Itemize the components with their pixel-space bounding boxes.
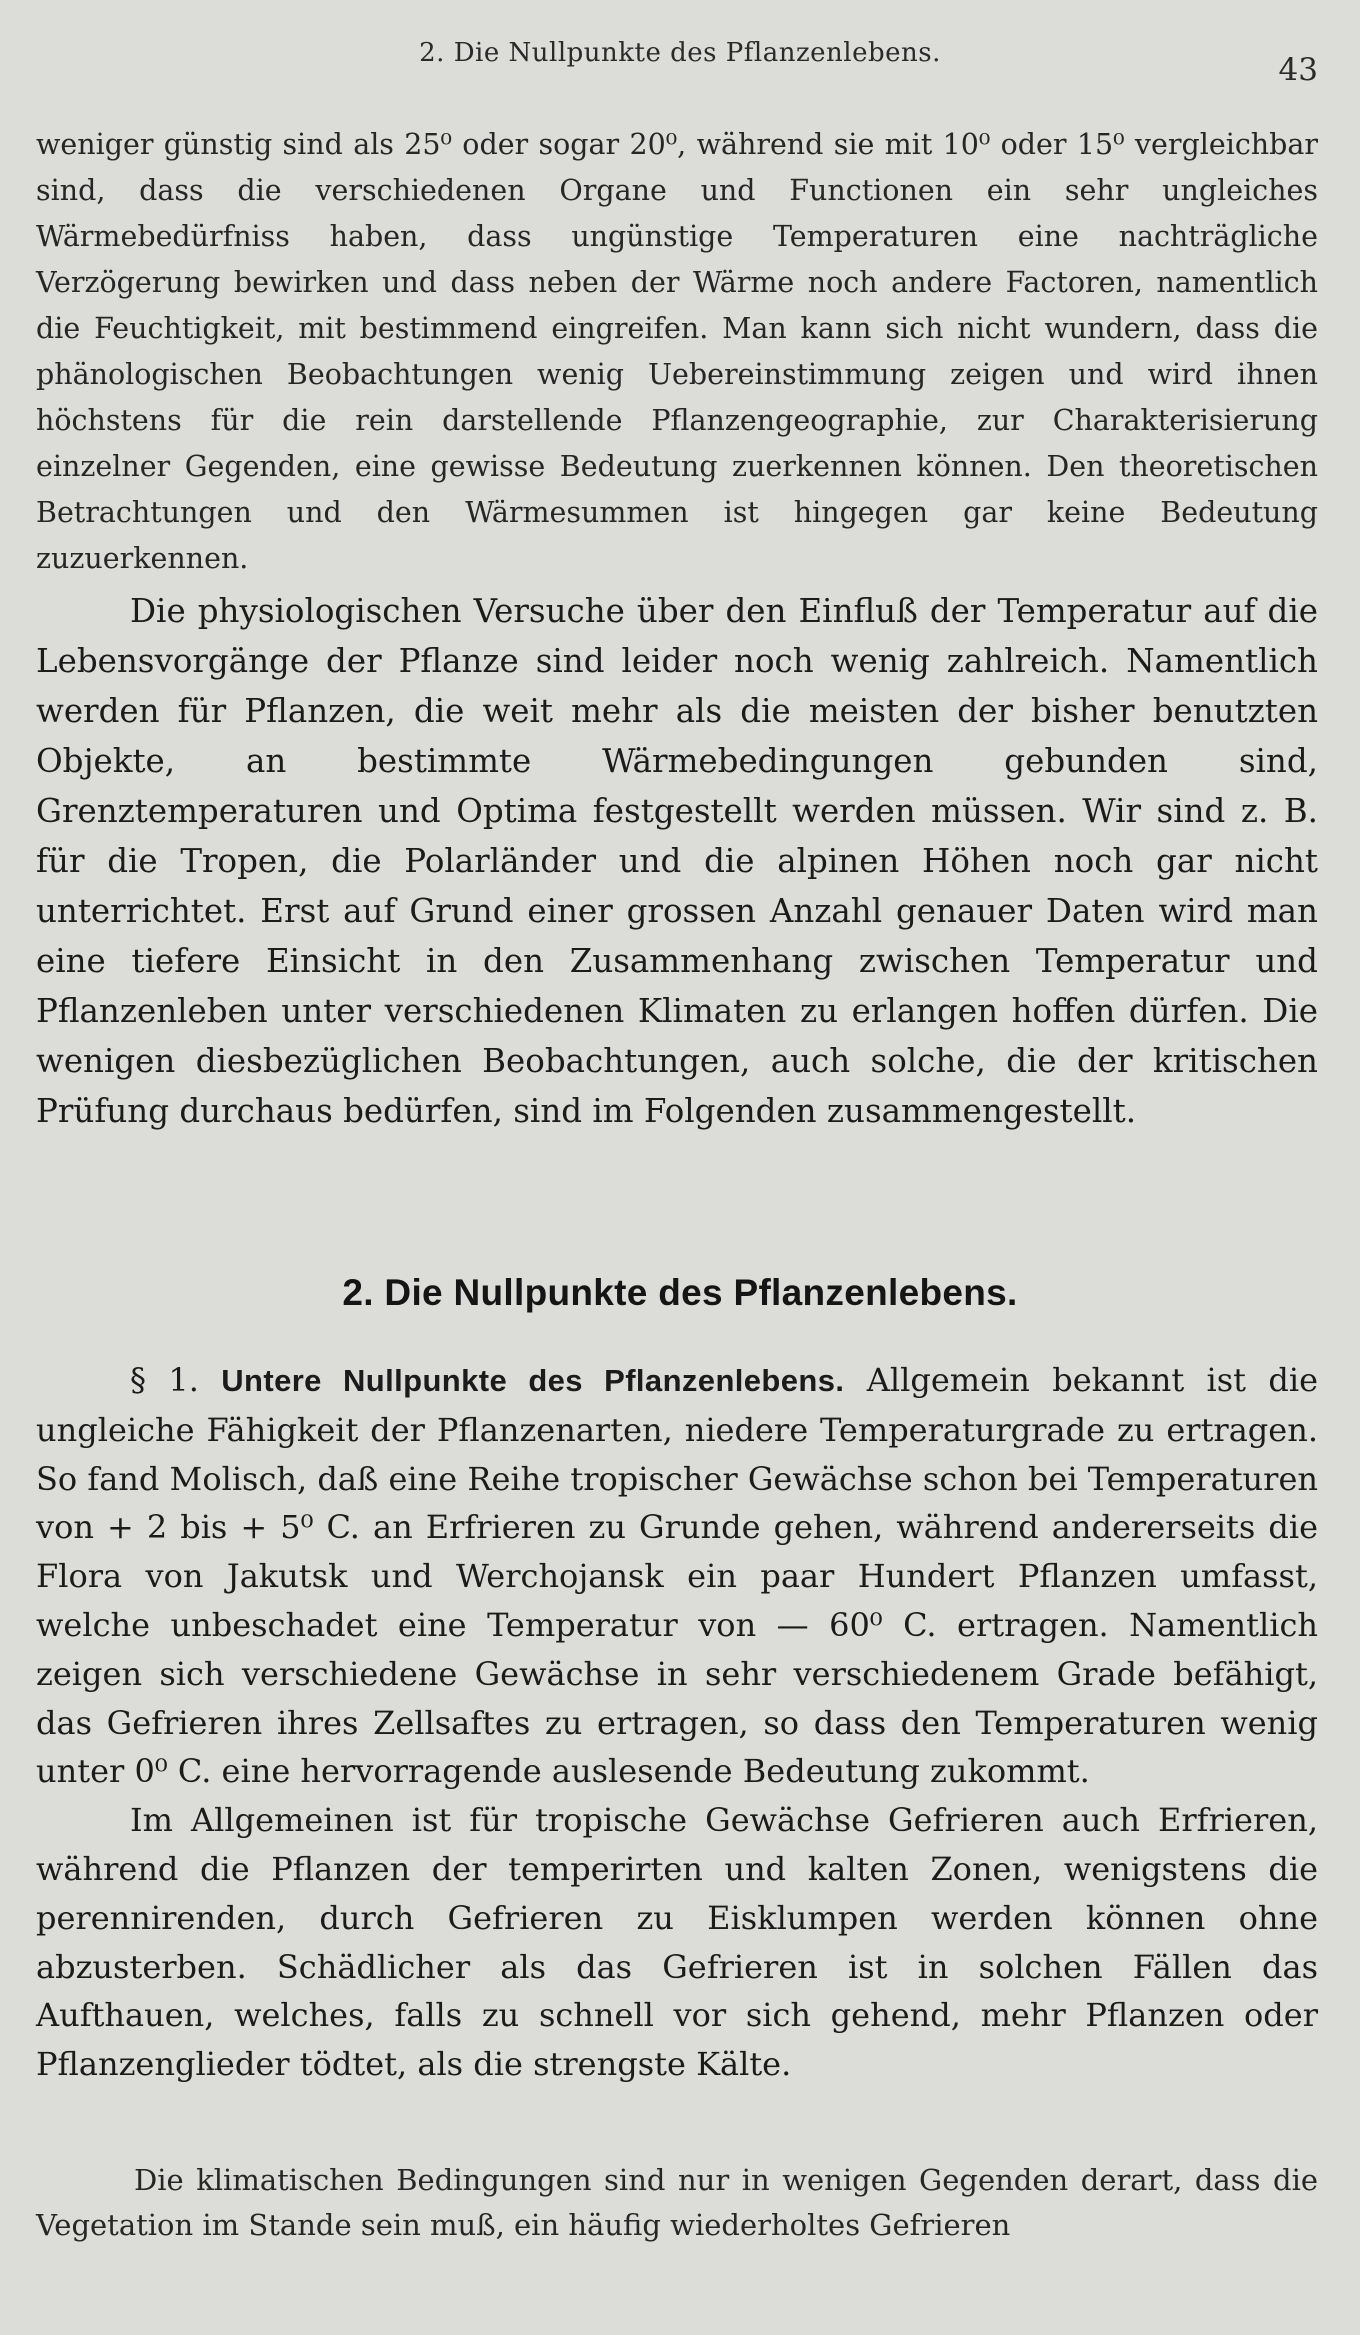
- section-1-text: Allgemein bekannt ist die ungleiche Fähigkeit der Pflanzenarten, niedere Temperaturgrade zu ertragen. So fand Molisch, daß eine Reihe tropischer Gewächse schon bei Temperaturen von + 2 bis + 5⁰ C. an Erfrieren zu Grunde gehen, während andererseits die Flora von Jakutsk und Werchojansk ein paar Hundert Pflanzen umfasst, welche unbeschadet eine Temperatur von — 60⁰ C. ertragen. Namentlich zeigen sich verschiedene Gewächse in sehr verschiedenem Grade befähigt, das Gefrieren ihres Zellsaftes zu ertragen, so dass den Temperaturen wenig unter 0⁰ C. eine hervorragende auslesende Bedeutung zukommt.: [36, 1361, 1319, 1791]
- section-1: [36, 1356, 1318, 2089]
- section-1-paragraph-2: Im Allgemeinen ist für tropische Gewächse Gefrieren auch Erfrieren, während die Pflanzen der temperirten und kalten Zonen, wenigstens die perennirenden, durch Gefrieren zu Eisklumpen werden können ohne abzusterben. Schädlicher als das Gefrieren ist in solchen Fällen das Aufthauen, welches, falls zu schnell vor sich gehend, mehr Pflanzen oder Pflanzenglieder tödtet, als die strengste Kälte.: [36, 1801, 1318, 2084]
- chapter-heading: 2. Die Nullpunkte des Pflanzenlebens.: [342, 1272, 1018, 1313]
- tail-paragraph: Die klimatischen Bedingungen sind nur in wenigen Gegenden derart, dass die Vegetation im Stande sein muß, ein häufig wiederholtes Gefrieren: [36, 2163, 1318, 2242]
- intro-paragraph: weniger günstig sind als 25⁰ oder sogar 20⁰, während sie mit 10⁰ oder 15⁰ vergleichbar sind, dass die verschiedenen Organe und Functionen ein sehr ungleiches Wärmebedürfniss haben, dass ungünstige Temperaturen eine nachträgliche Verzögerung bewirken und dass neben der Wärme noch andere Factoren, namentlich die Feuchtigkeit, mit bestimmend eingreifen. Man kann sich nicht wundern, dass die phänologischen Beobachtungen wenig Uebereinstimmung zeigen und wird ihnen höchstens für die rein darstellende Pflanzengeographie, zur Charakterisierung einzelner Gegenden, eine gewisse Bedeutung zuerkennen können. Den theoretischen Betrachtungen und den Wärmesummen ist hingegen gar keine Bedeutung zuzuerkennen.: [36, 128, 1318, 575]
- physiology-paragraph: Die physiologischen Versuche über den Einfluß der Temperatur auf die Lebensvorgänge der Pflanze sind leider noch wenig zahlreich. Namentlich werden für Pflanzen, die weit mehr als die meisten der bisher benutzten Objekte, an bestimmte Wärmebedingungen gebunden sind, Grenztemperaturen und Optima festgestellt werden müssen. Wir sind z. B. für die Tropen, die Polarländer und die alpinen Höhen noch gar nicht unterrichtet. Erst auf Grund einer grossen Anzahl genauer Daten wird man eine tiefere Einsicht in den Zusammenhang zwischen Temperatur und Pflanzenleben unter verschiedenen Klimaten zu erlangen hoffen dürfen. Die wenigen diesbezüglichen Beobachtungen, auch solche, die der kritischen Prüfung durchaus bedürfen, sind im Folgenden zusammengestellt.: [36, 592, 1318, 1130]
- tail-section: [36, 2158, 1318, 2248]
- section-marker: § 1.: [130, 1361, 199, 1399]
- physiology-section: [36, 586, 1318, 1136]
- section-title: Untere Nullpunkte des Pflanzenlebens.: [221, 1363, 845, 1398]
- running-head: 2. Die Nullpunkte des Pflanzenlebens.: [419, 38, 941, 68]
- section-1-paragraph: [36, 1356, 1318, 1796]
- page-number: 43: [1278, 52, 1318, 88]
